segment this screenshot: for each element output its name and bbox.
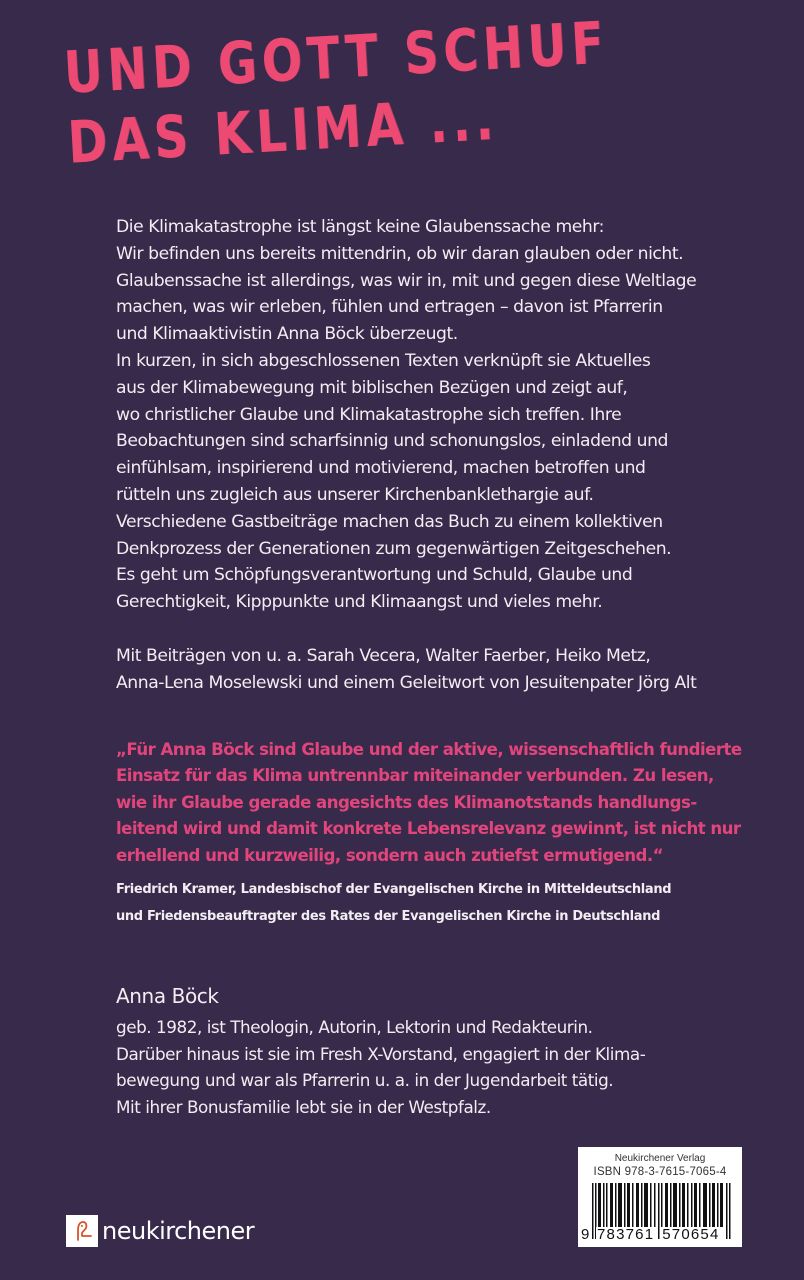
attribution-line: Friedrich Kramer, Landesbischof der Evangelischen Kirche in Mitteldeutschland	[116, 882, 672, 897]
bird-icon	[66, 1215, 98, 1247]
quote-line: leitend wird und damit konkrete Lebensrelevanz gewinnt, ist nicht nur	[116, 819, 741, 839]
blurb-line: Denkprozess der Generationen zum gegenwärtigen Zeitgeschehen.	[116, 538, 672, 559]
blurb-line: Gerechtigkeit, Kipppunkte und Klimaangst und vieles mehr.	[116, 592, 603, 613]
blurb-line: einfühlsam, inspirierend und motivierend, machen betroffen und	[116, 458, 646, 479]
book-title	[62, 8, 614, 178]
title-line-1: UND GOTT SCHUF	[62, 8, 611, 107]
blurb-line: wo christlicher Glaube und Klimakatastrophe sich treffen. Ihre	[116, 404, 622, 425]
blurb	[116, 214, 756, 697]
blurb-line: und Klimaaktivistin Anna Böck überzeugt.	[116, 324, 458, 345]
blurb-line: aus der Klimabewegung mit biblischen Bezügen und zeigt auf,	[116, 377, 628, 398]
blurb-line: In kurzen, in sich abgeschlossenen Texten verknüpft sie Aktuelles	[116, 350, 651, 371]
contributors-line: Anna-Lena Moselewski und einem Geleitwort von Jesuitenpater Jörg Alt	[116, 672, 697, 693]
attribution-line: und Friedensbeauftragter des Rates der Evangelischen Kirche in Deutschland	[116, 909, 661, 924]
isbn-barcode	[578, 1147, 742, 1247]
blurb-paragraph	[116, 214, 756, 616]
quote-line: „Für Anna Böck sind Glaube und der aktive, wissenschaftlich fundierte	[116, 740, 742, 759]
blurb-line: machen, was wir erleben, fühlen und ertragen – davon ist Pfarrerin	[116, 297, 663, 318]
blurb-line: Es geht um Schöpfungsverantwortung und Schuld, Glaube und	[116, 565, 633, 586]
barcode-digits	[581, 1227, 741, 1243]
bio-line: Darüber hinaus ist sie im Fresh X-Vorstand, engagiert in der Klima-	[116, 1043, 646, 1064]
isbn-number: ISBN 978-3-7615-7065-4	[593, 1166, 727, 1178]
bio-line: bewegung und war als Pfarrerin u. a. in der Jugendarbeit tätig.	[116, 1070, 614, 1090]
author-bio	[116, 1014, 766, 1120]
blurb-line: rütteln uns zugleich aus unserer Kirchenbanklethargie auf.	[116, 484, 594, 505]
title-line-2: DAS KLIMA ...	[65, 84, 500, 177]
barcode-publisher: Neukirchener Verlag	[614, 1153, 706, 1164]
endorsement-quote	[116, 737, 766, 869]
spacer	[116, 616, 756, 643]
blurb-line: Beobachtungen sind scharfsinnig und schonungslos, einladend und	[116, 431, 668, 452]
blurb-line: Glaubenssache ist allerdings, was wir in, mit und gegen diese Weltlage	[116, 270, 697, 291]
bio-line: geb. 1982, ist Theologin, Autorin, Lektorin und Redakteurin.	[116, 1017, 593, 1037]
blurb-line: Die Klimakatastrophe ist längst keine Glaubenssache mehr:	[116, 217, 604, 237]
publisher-logo	[66, 1215, 254, 1247]
quote-line: erhellend und kurzweilig, sondern auch zutiefst ermutigend.“	[116, 845, 663, 865]
author-name: Anna Böck	[116, 984, 219, 1008]
contributors-line: Mit Beiträgen von u. a. Sarah Vecera, Walter Faerber, Heiko Metz,	[116, 645, 651, 666]
quote-line: Einsatz für das Klima untrennbar miteinander verbunden. Zu lesen,	[116, 766, 714, 786]
blurb-line: Verschiedene Gastbeiträge machen das Buch zu einem kollektiven	[116, 511, 663, 532]
barcode-digits-right: 570654	[662, 1226, 720, 1243]
bio-line: Mit ihrer Bonusfamilie lebt sie in der Westpfalz.	[116, 1096, 491, 1117]
quote-attribution	[116, 876, 776, 930]
publisher-name: neukirchener	[102, 1217, 255, 1245]
quote-line: wie ihr Glaube gerade angesichts des Klimanotstands handlungs-	[116, 792, 697, 812]
contributors	[116, 643, 756, 697]
barcode-digit-first: 9	[581, 1227, 592, 1243]
blurb-line: Wir befinden uns bereits mittendrin, ob wir daran glauben oder nicht.	[116, 243, 684, 264]
barcode-digits-left: 783761	[597, 1226, 655, 1243]
